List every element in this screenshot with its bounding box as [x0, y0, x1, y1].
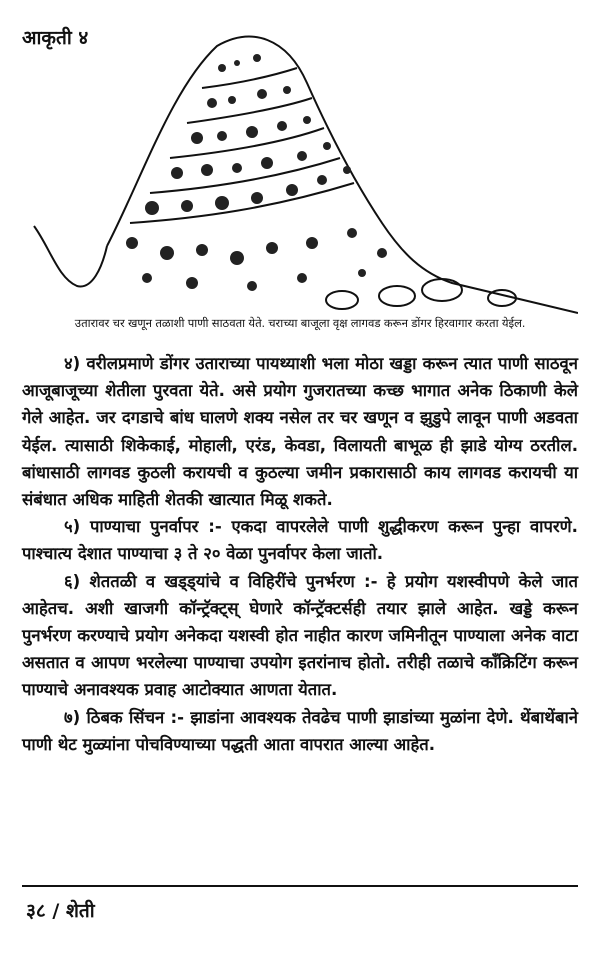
pit-outline — [34, 226, 107, 286]
figure-caption: उतारावर चर खणून तळाशी पाणी साठवता येते. चराच्या बाजूला वृक्ष लागवड करून डोंगर हिरवागार करता येईल. — [74, 316, 526, 330]
footer-separator: / — [52, 900, 60, 922]
footer-rule — [22, 885, 578, 887]
hill-illustration — [22, 28, 578, 320]
body-text — [22, 350, 578, 758]
paragraph-6: ६) शेततळी व खड्ड्यांचे व विहिरींचे पुनर्भरण :- हे प्रयोग यशस्वीपणे केले जात आहेतच. अशी खाजगी कॉन्ट्रॅक्ट्स् घेणारे कॉन्ट्रॅक्टर्सही तयार झाले आहेत. खड्डे करून पुनर्भरण करण्याचे प्रयोग अनेकदा यशस्वी होत नाहीत कारण जमिनीतून पाण्याला अनेक वाटा असतात व आपण भरलेल्या पाण्याचा उपयोग इतरांनाच होतो. तरीही तळाचे कॉंक्रिटिंग करून पाण्याचे अनावश्यक प्रवाह आटोक्यात आणता येतात. — [22, 571, 578, 700]
page-footer — [26, 897, 95, 923]
paragraph-4: ४) वरीलप्रमाणे डोंगर उताराच्या पायथ्याशी भला मोठा खड्डा करून त्यात पाणी साठवून आजूबाजूच्या शेतीला पुरवता येते. असे प्रयोग गुजरातच्या कच्छ भागात अनेक ठिकाणी केले गेले आहेत. जर दगडाचे बांध घालणे शक्य नसेल तर चर खणून व झुडुपे लावून पाणी अडवता येईल. त्यासाठी शिकेकाई, मोहाली, एरंड, केवडा, विलायती बाभूळ ही झाडे योग्य ठरतील. बांधासाठी लागवड कुठली करायची व कुठल्या जमीन प्रकारासाठी काय लागवड करायची या संबंधात अधिक माहिती शेतकी खात्यात मिळू शकते. — [22, 354, 578, 510]
paragraph-7: ७) ठिबक सिंचन :- झाडांना आवश्यक तेवढेच पाणी झाडांच्या मुळांना देणे. थेंबाथेंबाने पाणी थेट मुळ्यांना पोचविण्याच्या पद्धती आता वापरात आल्या आहेत. — [22, 707, 578, 754]
vegetation-texture — [126, 54, 387, 291]
rocks — [326, 279, 516, 309]
paragraph-5: ५) पाण्याचा पुनर्वापर :- एकदा वापरलेले पाणी शुद्धीकरण करून पुन्हा वापरणे. पाश्चात्य देशात पाण्याचा ३ ते २० वेळा पुनर्वापर केला जातो. — [22, 517, 578, 564]
section-name: शेती — [65, 900, 95, 922]
figure-label: आकृती ४ — [22, 27, 89, 49]
page-number: ३८ — [26, 900, 46, 922]
